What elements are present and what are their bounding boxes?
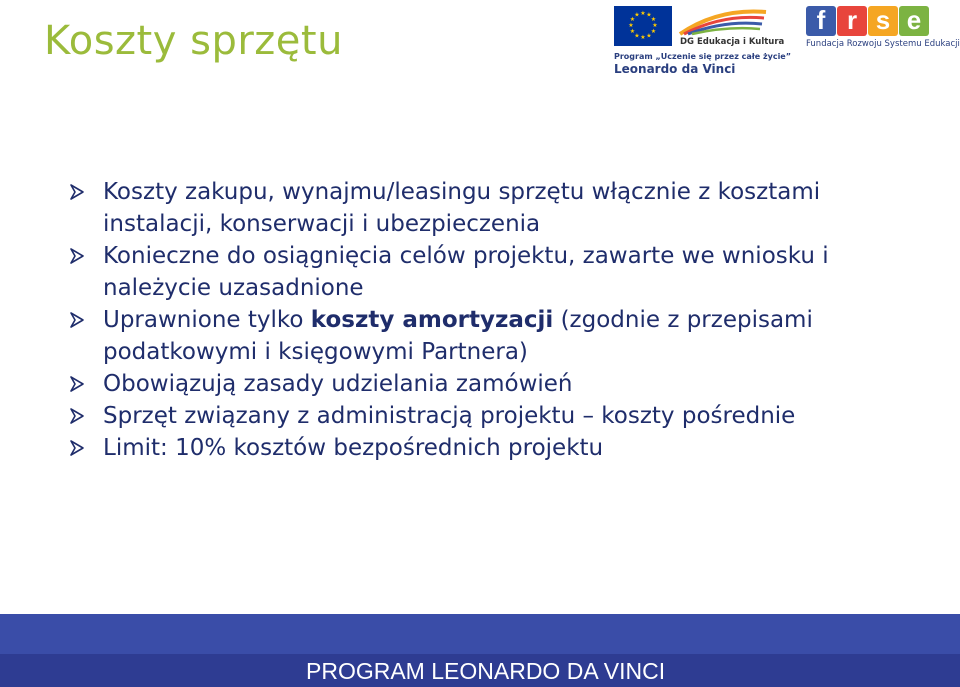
svg-text:★: ★ [634, 32, 640, 40]
svg-text:★: ★ [650, 28, 657, 35]
leonardo-label: Leonardo da Vinci [614, 62, 736, 76]
arrow-bullet-icon [68, 311, 86, 329]
frse-letter: s [868, 6, 898, 36]
list-item [68, 176, 928, 240]
bullet-text: (zgodnie z przepisami podatkowymi i księgowymi Partnera) [103, 307, 813, 365]
frse-letter: e [899, 6, 929, 36]
bullet-bold-text: koszty amortyzacji [310, 307, 554, 333]
frse-letter: f [806, 6, 836, 36]
dg-swoosh-logo [678, 4, 768, 38]
eu-flag-logo [614, 6, 672, 46]
svg-text:★: ★ [652, 22, 658, 29]
list-item [68, 368, 928, 400]
arrow-bullet-icon [68, 247, 86, 265]
list-item [68, 432, 928, 464]
header-logos [0, 0, 960, 90]
bullet-text: Limit: 10% kosztów bezpośrednich projektu [103, 435, 604, 461]
bullet-text: Koszty zakupu, wynajmu/leasingu sprzętu włącznie z kosztami instalacji, konserwacji i ubezpieczenia [103, 179, 821, 237]
svg-text:★: ★ [640, 34, 646, 41]
arrow-bullet-icon [68, 375, 86, 393]
dg-label: DG Edukacja i Kultura [680, 37, 785, 47]
svg-text:★: ★ [640, 10, 646, 17]
list-item [68, 304, 928, 368]
bullet-text: Sprzęt związany z administracją projektu – koszty pośrednie [103, 403, 796, 429]
frse-letter: r [837, 6, 867, 36]
svg-text:★: ★ [634, 11, 640, 19]
svg-text:★: ★ [629, 28, 636, 35]
svg-text:★: ★ [646, 11, 652, 19]
arrow-bullet-icon [68, 439, 86, 457]
svg-text:★: ★ [628, 22, 634, 29]
footer-program-label: PROGRAM LEONARDO DA VINCI [306, 658, 666, 684]
bullet-text: Uprawnione tylko [103, 307, 311, 333]
list-item [68, 240, 928, 304]
frse-logo [806, 6, 929, 36]
arrow-bullet-icon [68, 407, 86, 425]
svg-text:★: ★ [629, 16, 636, 23]
program-label: Program „Uczenie się przez całe życie” [614, 52, 791, 61]
footer-stripe [0, 614, 960, 654]
svg-text:★: ★ [650, 16, 657, 23]
arrow-bullet-icon [68, 183, 86, 201]
frse-label: Fundacja Rozwoju Systemu Edukacji [806, 39, 960, 49]
list-item [68, 400, 928, 432]
bullet-list [68, 176, 928, 464]
bullet-text: Obowiązują zasady udzielania zamówień [103, 371, 573, 397]
svg-text:★: ★ [646, 32, 652, 40]
bullet-text: Konieczne do osiągnięcia celów projektu, zawarte we wniosku i należycie uzasadnione [103, 243, 829, 301]
slide-title: Koszty sprzętu [44, 18, 343, 64]
